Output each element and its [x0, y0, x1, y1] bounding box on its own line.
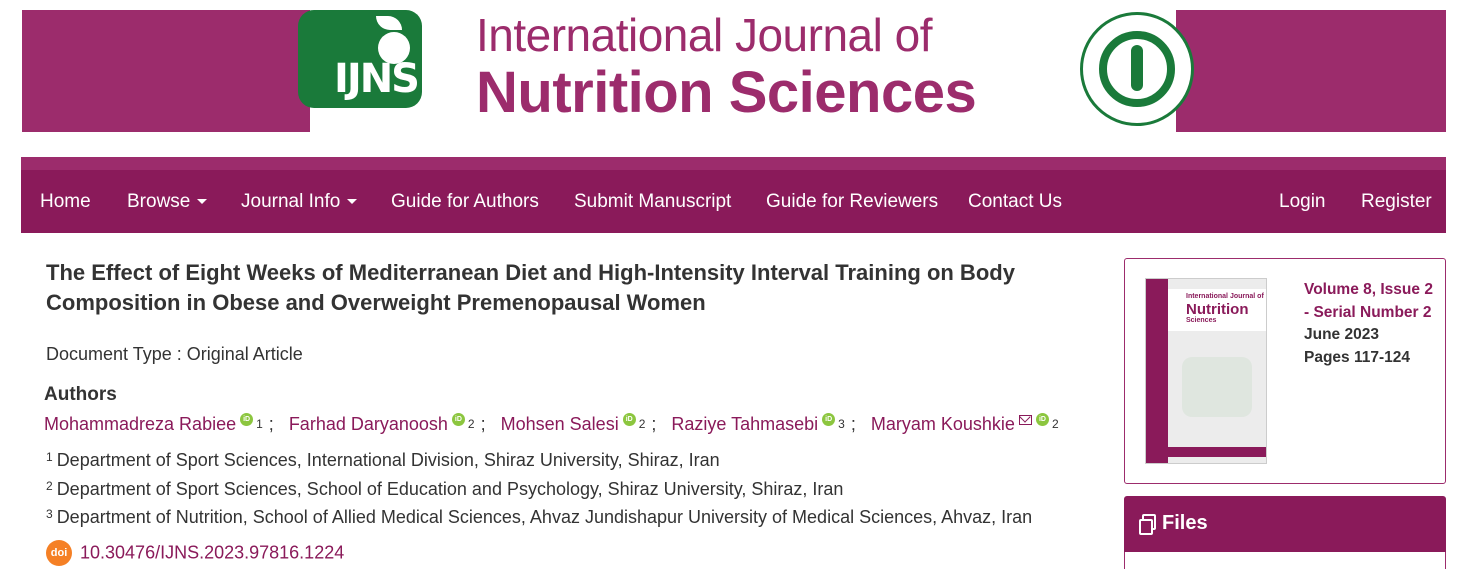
chevron-down-icon: [347, 199, 357, 204]
cover-title-sub: Sciences: [1186, 317, 1217, 324]
affiliation-number: 2: [46, 479, 53, 493]
affiliation-item: [46, 479, 843, 500]
affiliation-text: Department of Nutrition, School of Allied Medical Sciences, Ahvaz Jundishapur University of Medical Sciences, Ahvaz, Iran: [56, 507, 1033, 527]
nav-home[interactable]: Home: [40, 191, 91, 212]
chevron-down-icon: [197, 199, 207, 204]
files-heading[interactable]: [1142, 512, 1208, 535]
authors-list: [44, 412, 1059, 436]
nav-guide-authors[interactable]: Guide for Authors: [391, 191, 539, 212]
nav-submit-manuscript[interactable]: Submit Manuscript: [574, 191, 732, 212]
nav-guide-reviewers[interactable]: Guide for Reviewers: [766, 191, 939, 212]
orcid-icon[interactable]: iD: [623, 413, 636, 426]
files-body: [1124, 552, 1446, 569]
orcid-icon[interactable]: iD: [1036, 413, 1049, 426]
affiliation-number: 3: [46, 507, 53, 521]
nav-journal-info-label: Journal Info: [241, 191, 341, 212]
issue-info: [1304, 279, 1436, 369]
author-affil-number: 2: [1051, 417, 1059, 431]
author-link[interactable]: Maryam Koushkie: [870, 414, 1015, 434]
author-separator: ;: [268, 414, 274, 434]
files-heading-label: Files: [1162, 512, 1208, 534]
doi-link[interactable]: 10.30476/IJNS.2023.97816.1224: [80, 542, 345, 563]
cover-band: [1146, 279, 1168, 464]
affiliation-number: 1: [46, 450, 53, 464]
orcid-icon[interactable]: iD: [452, 413, 465, 426]
journal-title[interactable]: [476, 9, 977, 125]
journal-title-line2: Nutrition Sciences: [476, 60, 977, 125]
main-navbar: [21, 170, 1446, 233]
document-type: Document Type : Original Article: [46, 344, 303, 364]
nav-register[interactable]: Register: [1361, 191, 1432, 212]
issue-panel: [1124, 258, 1446, 484]
seal-core: [1131, 45, 1143, 91]
ijns-logo[interactable]: [298, 10, 422, 108]
author-link[interactable]: Mohsen Salesi: [500, 414, 619, 434]
author-affil-number: 3: [838, 417, 845, 431]
author-affil-number: 1: [256, 417, 263, 431]
journal-title-line1: International Journal of: [476, 9, 932, 61]
affiliation-item: [46, 450, 720, 471]
logo-text: IJNS: [333, 56, 418, 102]
cover-header: [1168, 289, 1267, 331]
author-link[interactable]: Mohammadreza Rabiee: [44, 414, 237, 434]
issue-volume-link[interactable]: Volume 8, Issue 2 - Serial Number 2: [1304, 281, 1433, 321]
doi-row: [46, 540, 344, 566]
nav-journal-info[interactable]: [241, 170, 357, 233]
journal-cover-image[interactable]: [1145, 278, 1267, 464]
author-affil-number: 2: [467, 417, 475, 431]
affiliation-text: Department of Sport Sciences, School of Education and Psychology, Shiraz University, Shiraz, Iran: [56, 479, 844, 499]
author-separator: ;: [850, 414, 856, 434]
doi-icon: doi: [46, 540, 72, 566]
affiliation-text: Department of Sport Sciences, International Division, Shiraz University, Shiraz, Iran: [56, 450, 720, 470]
orcid-icon[interactable]: iD: [240, 413, 253, 426]
nav-contact-us[interactable]: Contact Us: [968, 191, 1062, 212]
author-separator: ;: [480, 414, 486, 434]
author-link[interactable]: Raziye Tahmasebi: [671, 414, 819, 434]
issue-pages: Pages 117-124: [1304, 348, 1411, 366]
issue-date: June 2023: [1304, 326, 1379, 343]
cover-title-small: International Journal of: [1186, 293, 1264, 300]
university-seal-icon: [1080, 12, 1194, 126]
navbar-top-strip: [21, 157, 1446, 171]
cover-title-large: Nutrition: [1186, 301, 1249, 318]
cover-watermark-logo: [1182, 357, 1252, 417]
article-title: The Effect of Eight Weeks of Mediterranean Diet and High-Intensity Interval Training on Body Composition in Obese and Overweight Premenopausal Women: [46, 260, 1015, 315]
affiliation-item: [46, 507, 1032, 528]
author-separator: ;: [651, 414, 657, 434]
nav-login[interactable]: Login: [1279, 191, 1326, 212]
authors-heading: Authors: [44, 384, 117, 405]
logo-leaf-icon: [376, 16, 402, 30]
cover-footer: [1168, 447, 1267, 457]
author-affil-number: 2: [638, 417, 646, 431]
nav-browse-label: Browse: [127, 191, 191, 212]
nav-browse[interactable]: [127, 170, 207, 233]
author-link[interactable]: Farhad Daryanoosh: [288, 414, 448, 434]
files-icon: [1142, 514, 1156, 530]
email-icon[interactable]: [1019, 415, 1032, 425]
orcid-icon[interactable]: iD: [822, 413, 835, 426]
files-panel: [1124, 496, 1446, 569]
